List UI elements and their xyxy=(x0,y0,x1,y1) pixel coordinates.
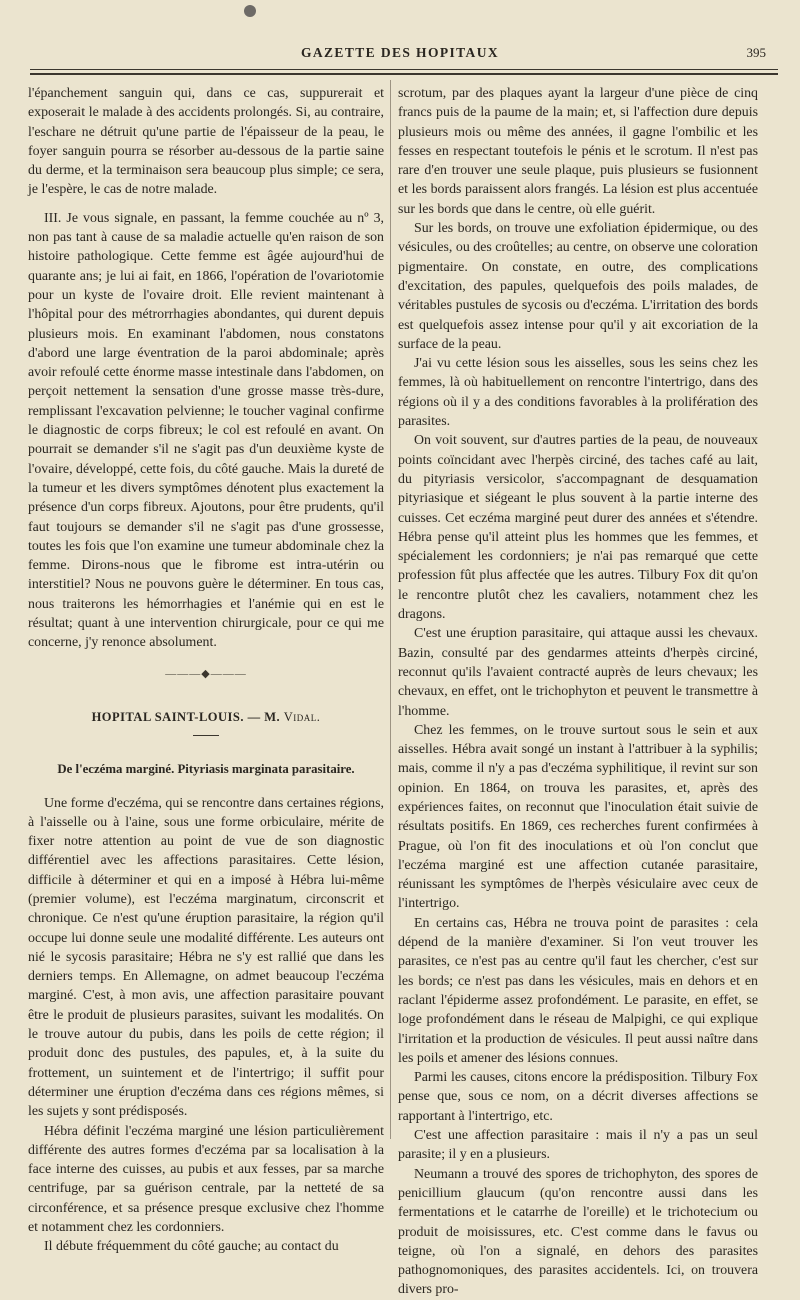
left-column xyxy=(28,84,384,1257)
column-divider xyxy=(390,80,391,1139)
paragraph: Neumann a trouvé des spores de trichophyton, des spores de penicillium glaucum (qu'on rencontre aussi dans les fermentations et le catarrhe de l'oreille) et le trichotecium ou produit de moisissures, etc. C'est comme dans le favus ou teigne, où l'on a signalé, en dehors des parasites pathognomoniques, des parasites accidentels. Ici, on trouvera divers pro- xyxy=(398,1166,758,1298)
doctor-name: Vidal. xyxy=(283,709,321,724)
paragraph: On voit souvent, sur d'autres parties de la peau, de nouveaux points coïncidant avec l'herpès circiné, des taches café au lait, du pityriasis versicolor, s'accompagnant de desquamation pityriasique et siégeant le plus souvent à la partie interne des cuisses. Cet eczéma marginé peut durer des années et s'étendre. Hébra pense qu'il atteint plus les hommes que les femmes, et spécialement les cordonniers; je n'ai pas remarqué que cette profession fût plus affectée que les autres. Tilbury Fox dit qu'on le rencontre plutôt chez les cavaliers, notamment chez les dragons. xyxy=(398,433,758,623)
paragraph: Une forme d'eczéma, qui se rencontre dans certaines régions, à l'aisselle ou à l'aine, sous une forme orbiculaire, mérite de fixer notre attention au point de vue de son diagnostic différentiel avec les affections parasitaires. Cette lésion, difficile à déterminer et qui en a imposé à Hébra lui-même (premier volume), est l'eczéma marginatum, circonscrit et chronique. Ce n'est qu'une éruption parasitaire, la région qu'il occupe lui donne seule une modalité différente. Les auteurs ont nié le sycosis parasitaire; Hébra ne s'y est rallié que dans les derniers temps. En Allemagne, on admet beaucoup l'eczéma marginé. C'est, à mon avis, une affection parasitaire pouvant être le produit de plusieurs parasites, suivant les modalités. On le trouve autour du pubis, dans les poils de cette région; il produit donc des pustules, des papules, et, à la suite du frottement, un suintement et de l'intertrigo; il suffit pour déterminer une éruption d'eczéma dans ces régions mêmes, si les sujets y sont prédisposés. xyxy=(28,795,384,1120)
short-rule xyxy=(193,735,219,736)
hospital-heading xyxy=(28,708,384,727)
paragraph: Chez les femmes, on le trouve surtout sous le sein et aux aisselles. Hébra avait songé un instant à l'attribuer à la syphilis; mais, comme il n'y a pas d'eczéma syphilitique, il revint sur son opinion. En 1864, on trouva les parasites, et, après des expériences faites, on reconnut que l'inoculation était suivie de résultats positifs. En 1869, ces recherches furent confirmées à Prague, où l'on fit des inoculations et où l'on conclut que l'eczéma marginé est une affection cutanée parasitaire, réunissant les symptômes de l'herpès vésiculaire avec ceux de l'intertrigo. xyxy=(398,722,758,912)
right-column xyxy=(398,84,758,1300)
header-rule-thin xyxy=(30,69,778,70)
paragraph: Hébra définit l'eczéma marginé une lésion particulièrement différente des autres formes d'eczéma par sa localisation à la face interne des cuisses, au pubis et aux fesses, par sa marche centrifuge, par sa guérison centrale, par la netteté de sa circonférence, et sa présence presque exclusive chez l'homme et notamment chez les cordonniers. xyxy=(28,1123,384,1236)
paragraph: scrotum, par des plaques ayant la largeur d'une pièce de cinq francs puis de la paume de la main; et, si l'affection dure depuis plusieurs mois ou même des années, il gagne l'ombilic et les fesses en respectant toutefois le pénis et le scrotum. Il n'est pas rare d'en trouver une seule plaque, puis plusieurs se fusionnent et les bords paraissent alors frangés. La lésion est plus accentuée sur les bords que dans le centre, où elle guérit. xyxy=(398,86,758,217)
paragraph: En certains cas, Hébra ne trouva point de parasites : cela dépend de la manière d'examiner. Si l'on veut trouver les parasites, ce n'est pas au centre qu'il faut les chercher, c'est sur les bords; ce n'est pas dans les vésicules, mais en dehors et en raclant l'épiderme assez profondément. Le parasite, en effet, se loge profondément dans le réseau de Malpighi, ce qui explique l'irritation et la production de vésicules. Il peut aussi naître dans les poils et amener des lésions connues. xyxy=(398,915,758,1066)
punch-hole xyxy=(244,5,256,17)
paragraph: l'épanchement sanguin qui, dans ce cas, suppurerait et exposerait le malade à des accidents prolongés. Si, au contraire, l'eschare ne détruit qu'une partie de l'épaisseur de la peau, le foyer sanguin pourra se résorber au-dessous de la partie saine du derme, et la terminaison sera beaucoup plus simple; ce sera, je l'espère, le cas de notre malade. xyxy=(28,86,384,198)
paragraph: Parmi les causes, citons encore la prédisposition. Tilbury Fox pense que, sous ce nom, on a décrit diverses affections se rapportant à l'intertrigo, etc. xyxy=(398,1070,758,1124)
article-title: De l'eczéma marginé. Pityriasis marginata parasitaire. xyxy=(57,762,355,777)
header-rule-thick xyxy=(30,73,778,75)
paragraph: C'est une affection parasitaire : mais il n'y a pas un seul parasite; il y en a plusieurs. xyxy=(398,1128,758,1163)
paragraph: C'est une éruption parasitaire, qui attaque aussi les chevaux. Bazin, consulté par des gendarmes atteints d'herpès circiné, reconnut qu'ils l'avaient contracté auprès de leurs chevaux; les chevaux, en effet, ont le trichophyton et peuvent le transmettre à l'homme. xyxy=(398,626,758,719)
paragraph: Sur les bords, on trouve une exfoliation épidermique, ou des vésicules, ou des croûtelles; au centre, on observe une coloration pigmentaire. On constate, en outre, des complications d'excitation, des papules, quelquefois des poils malades, de véritables pustules de sycosis ou d'eczéma. L'irritation des bords est quelquefois assez intense pour qu'il y ait excoriation de la surface de la peau. xyxy=(398,221,758,352)
hospital-name: HOPITAL SAINT-LOUIS. — M. xyxy=(91,709,281,724)
paragraph: J'ai vu cette lésion sous les aisselles, sous les seins chez les femmes, là où habituellement on rencontre l'intertrigo, dans des régions où il y a des conditions favorables à la prolifération des parasites. xyxy=(398,356,758,430)
running-header-title: GAZETTE DES HOPITAUX xyxy=(300,45,500,60)
paragraph: III. Je vous signale, en passant, la femme couchée au nº 3, non pas tant à cause de sa maladie actuelle qu'en raison de son histoire pathologique. Cette femme est âgée aujourd'hui de quarante ans; je lui ai fait, en 1866, l'opération de l'ovariotomie pour un kyste de l'ovaire droit. Elle revient maintenant à l'hôpital pour des métrorrhagies abondantes, qui durent depuis plusieurs mois. En examinant l'abdomen, nous constatons d'abord une large éventration de la paroi abdominale; après avoir refoulé cette énorme masse intestinale dans l'abdomen, on perçoit nettement la sensation d'une grosse masse très-dure, remplissant l'excavation pelvienne; le toucher vaginal confirme le diagnostic de corps fibreux; le col est refoulé en avant. On pourrait se demander s'il ne s'agit pas d'un deuxième kyste de l'ovaire, développé, cette fois, du côté gauche. Mais la dureté de la tumeur et les divers symptômes dénotent plus exactement la présence d'un corps fibreux. Ajoutons, pour être prudents, qu'il faut toujours se demander s'il ne s'agit pas d'une grossesse, toutes les fois que l'on examine une tumeur abdominale chez la femme. Dirons-nous que le fibrome est intra-utérin ou interstitiel? Nous ne pouvons guère le déterminer. En tous cas, nous traiterons les hémorrhagies et l'anémie qui en est le résultat; quant à une intervention chirurgicale, pour ce qui me concerne, j'y renonce absolument. xyxy=(28,210,384,651)
paragraph: Il débute fréquemment du côté gauche; au contact du xyxy=(44,1239,339,1255)
section-divider-ornament: ———◆——— xyxy=(165,667,247,680)
page-number: 395 xyxy=(746,45,766,60)
